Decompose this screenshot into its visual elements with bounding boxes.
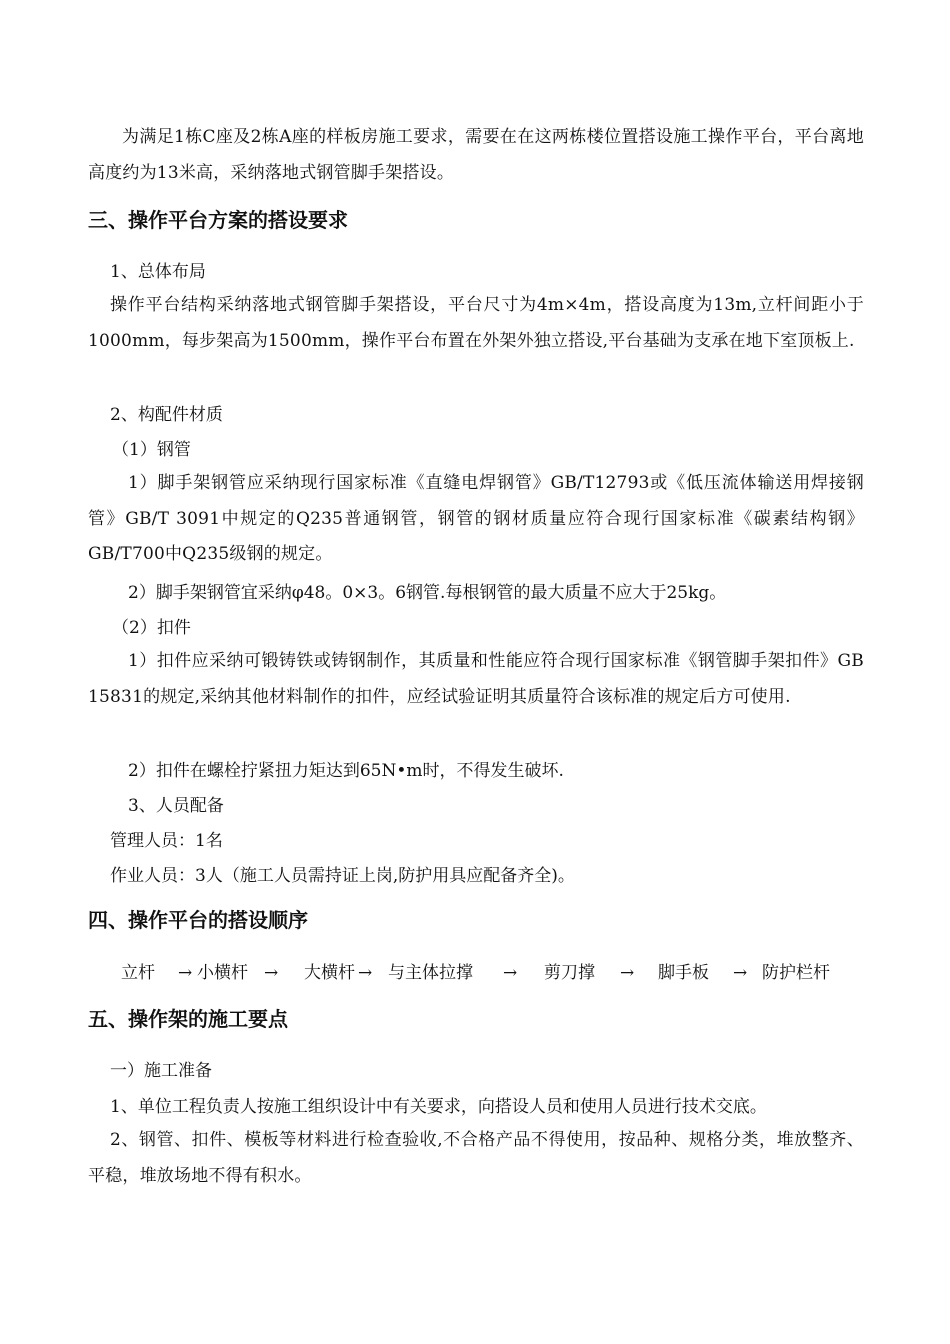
fastener-subheading: （2）扣件: [112, 618, 191, 638]
staff-worker: 作业人员：3人（施工人员需持证上岗,防护用具应配备齐全)。: [110, 866, 575, 886]
sequence-step: 脚手板: [658, 963, 709, 983]
arrow-icon: →: [733, 963, 748, 983]
arrow-icon: →: [620, 963, 635, 983]
prep-subheading: 一）施工准备: [110, 1061, 212, 1081]
construction-sequence: [0, 958, 950, 988]
sequence-step: 立杆: [121, 963, 155, 983]
staff-subheading: 3、人员配备: [128, 796, 224, 816]
sequence-step: 与主体拉撑: [388, 963, 473, 983]
staff-manager: 管理人员：1名: [110, 831, 223, 851]
section-5-heading: 五、操作架的施工要点: [88, 1007, 288, 1031]
intro-paragraph: 为满足1栋C座及2栋A座的样板房施工要求，需要在在这两栋楼位置搭设施工操作平台，平台离地高度约为13米高，采纳落地式钢管脚手架搭设。: [88, 127, 864, 183]
sequence-step: 防护栏杆: [762, 963, 830, 983]
sequence-step: 大横杆: [304, 963, 355, 983]
arrow-icon: →: [503, 963, 518, 983]
fastener-clause-2: 2）扣件在螺栓拧紧扭力矩达到65N•m时，不得发生破坏.: [128, 761, 564, 781]
sequence-step: 剪刀撑: [544, 963, 595, 983]
prep-item-1: 1、单位工程负责人按施工组织设计中有关要求，向搭设人员和使用人员进行技术交底。: [110, 1097, 767, 1117]
pipe-clause-2: 2）脚手架钢管宜采纳φ48。0×3。6钢管.每根钢管的最大质量不应大于25kg。: [128, 583, 727, 603]
prep-item-2: 2、钢管、扣件、模板等材料进行检查验收,不合格产品不得使用，按品种、规格分类，堆放整齐、平稳，堆放场地不得有积水。: [88, 1130, 864, 1186]
fastener-clause-1: 1）扣件应采纳可锻铸铁或铸钢制作，其质量和性能应符合现行国家标准《钢管脚手架扣件》GB 15831的规定,采纳其他材料制作的扣件，应经试验证明其质量符合该标准的规定后方可使用.: [88, 651, 864, 707]
sequence-step: 小横杆: [197, 963, 248, 983]
materials-subheading: 2、构配件材质: [110, 405, 223, 425]
section-4-heading: 四、操作平台的搭设顺序: [88, 908, 308, 932]
pipe-subheading: （1）钢管: [112, 440, 191, 460]
section-3-heading: 三、操作平台方案的搭设要求: [88, 208, 348, 232]
pipe-clause-1: 1）脚手架钢管应采纳现行国家标准《直缝电焊钢管》GB/T12793或《低压流体输送用焊接钢管》GB/T 3091中规定的Q235普通钢管，钢管的钢材质量应符合现行国家标准《碳素结构钢》GB/T700中Q235级钢的规定。: [88, 473, 864, 564]
layout-paragraph: 操作平台结构采纳落地式钢管脚手架搭设，平台尺寸为4m×4m，搭设高度为13m,立杆间距小于1000mm，每步架高为1500mm，操作平台布置在外架外独立搭设,平台基础为支承在地下室顶板上.: [88, 295, 864, 351]
arrow-icon: →: [178, 963, 193, 983]
arrow-icon: →: [358, 963, 373, 983]
arrow-icon: →: [264, 963, 279, 983]
layout-subheading: 1、总体布局: [110, 262, 206, 282]
